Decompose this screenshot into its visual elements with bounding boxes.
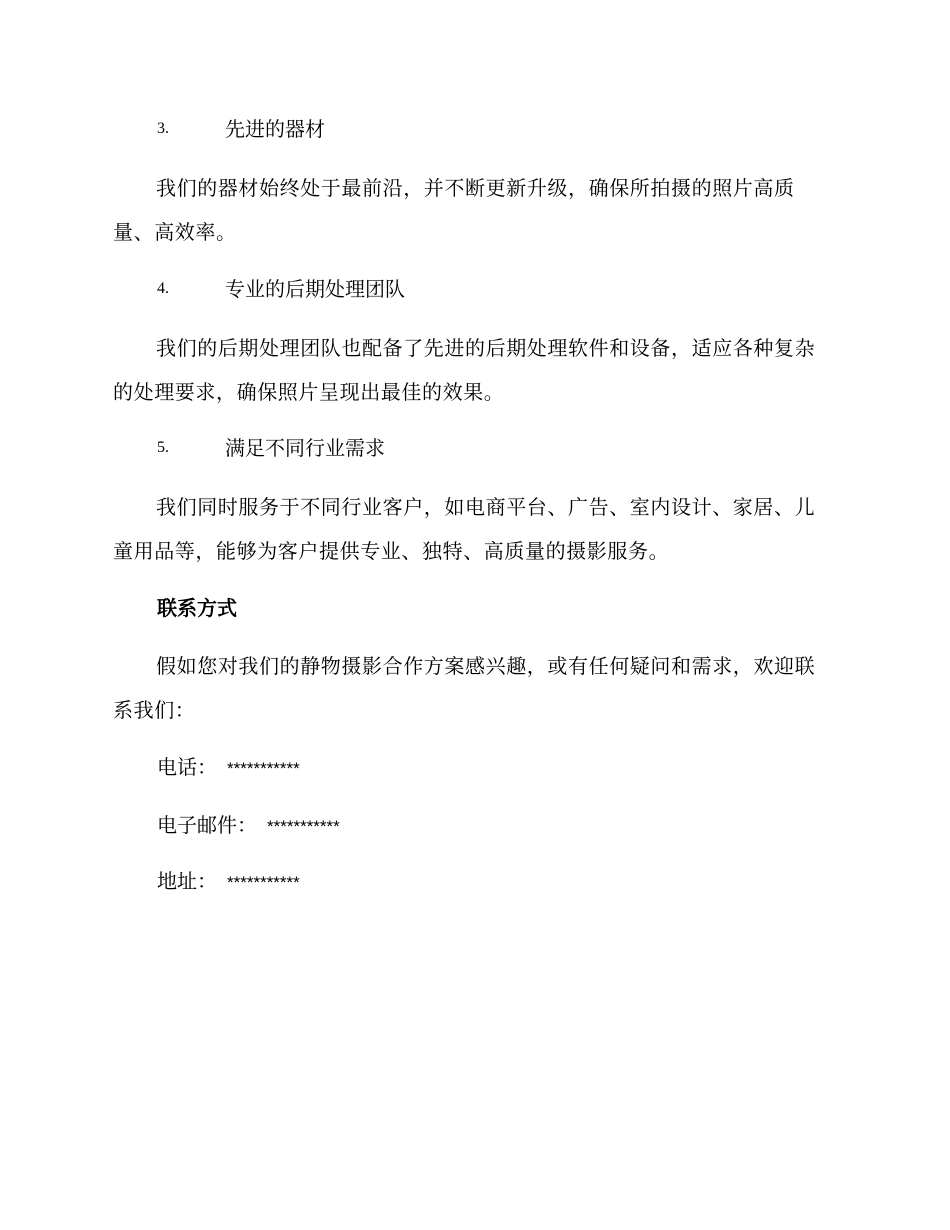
list-item-number: 4. bbox=[157, 280, 169, 297]
list-item-number: 3. bbox=[157, 120, 169, 137]
list-item-number: 5. bbox=[157, 439, 169, 456]
phone-label: 电话： bbox=[157, 755, 217, 779]
contact-address bbox=[157, 866, 300, 898]
email-label: 电子邮件： bbox=[157, 813, 257, 837]
list-item-description: 我们的器材始终处于最前沿，并不断更新升级，确保所拍摄的照片高质量、高效率。 bbox=[113, 176, 795, 244]
list-item-description: 我们同时服务于不同行业客户，如电商平台、广告、室内设计、家居、儿童用品等，能够为客户提供专业、独特、高质量的摄影服务。 bbox=[113, 495, 816, 563]
contact-email bbox=[157, 810, 340, 842]
list-item-description: 我们的后期处理团队也配备了先进的后期处理软件和设备，适应各种复杂的处理要求，确保照片呈现出最佳的效果。 bbox=[113, 336, 816, 404]
address-value: *********** bbox=[227, 873, 300, 892]
list-item-title: 专业的后期处理团队 bbox=[225, 277, 405, 301]
address-label: 地址： bbox=[157, 869, 217, 893]
email-value: *********** bbox=[267, 817, 340, 836]
contact-heading: 联系方式 bbox=[157, 596, 237, 620]
list-item-title: 先进的器材 bbox=[225, 117, 325, 141]
list-item-title: 满足不同行业需求 bbox=[225, 436, 385, 460]
contact-intro: 假如您对我们的静物摄影合作方案感兴趣，或有任何疑问和需求，欢迎联系我们： bbox=[113, 654, 816, 722]
contact-phone bbox=[157, 752, 300, 784]
phone-value: *********** bbox=[227, 759, 300, 778]
